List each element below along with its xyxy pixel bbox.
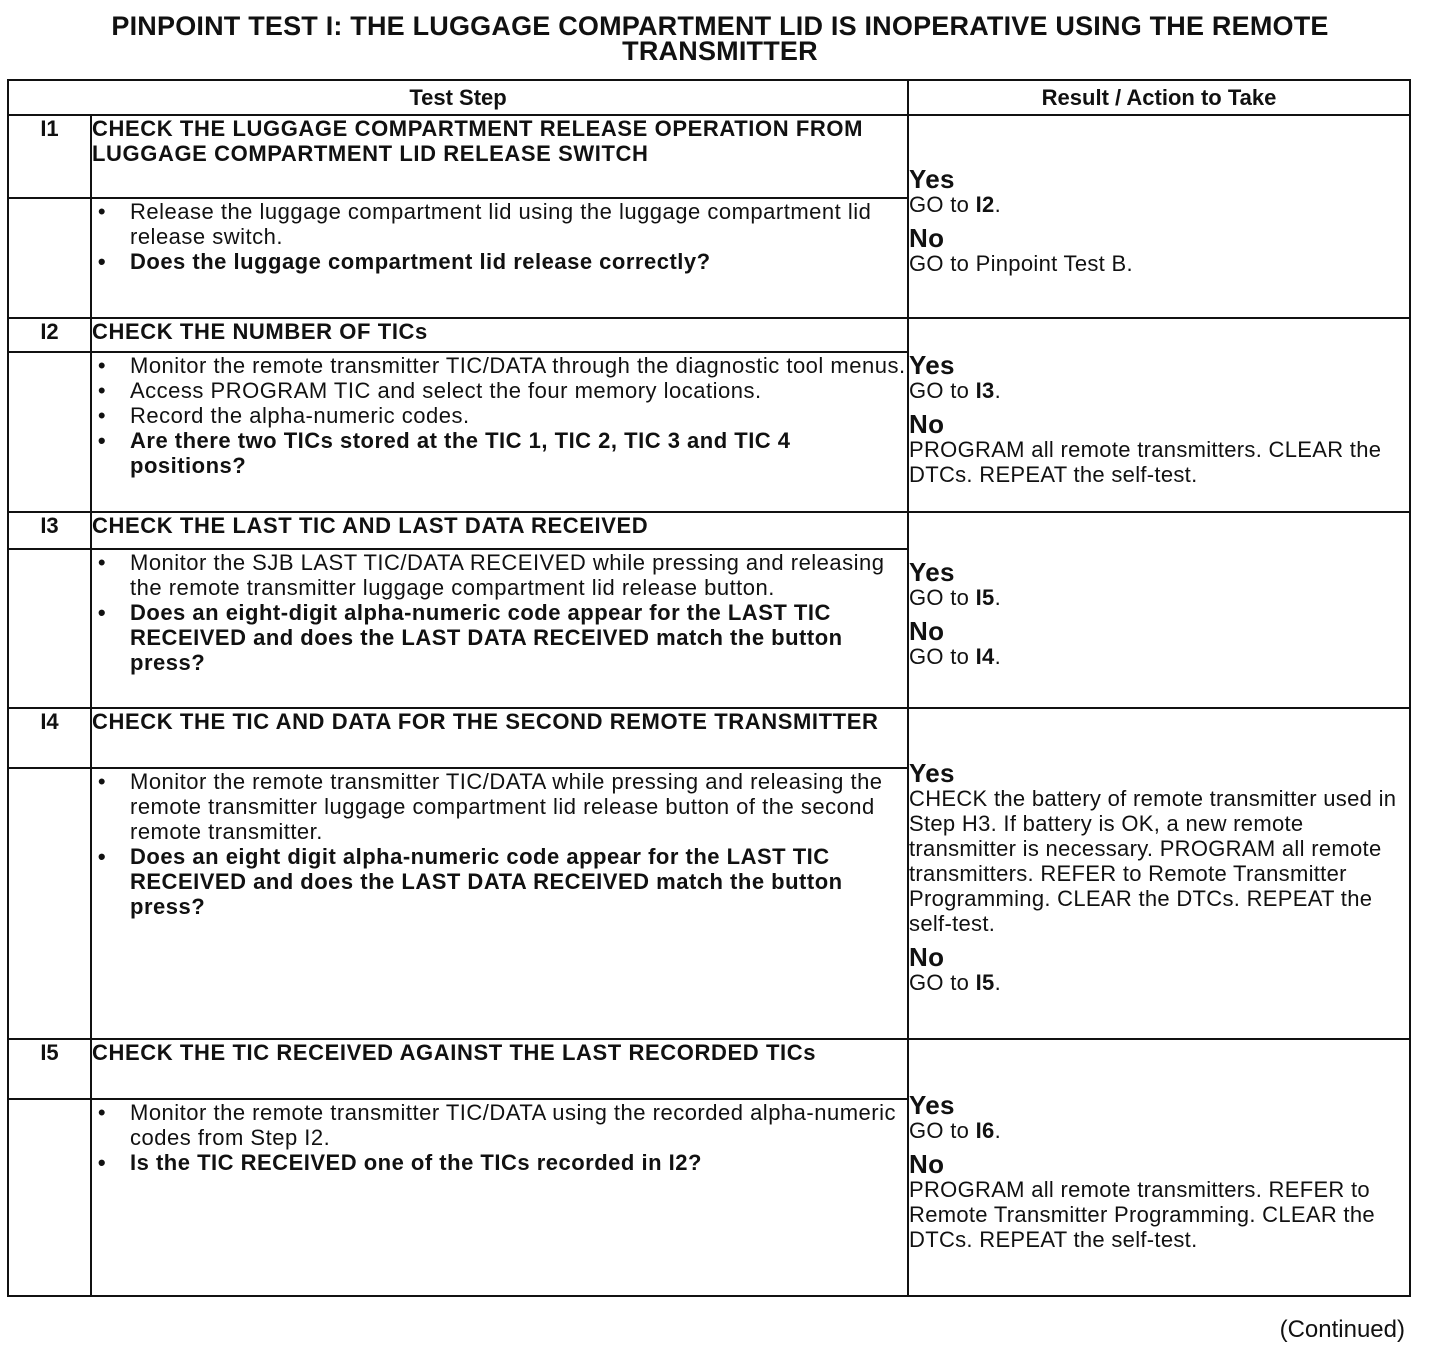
step-number-spacer [8, 352, 91, 512]
bullet-icon: • [97, 199, 107, 224]
no-action [909, 970, 1409, 995]
no-step-ref: I5 [975, 970, 995, 995]
step-heading-row [8, 1039, 1410, 1099]
step-number-spacer [8, 549, 91, 708]
no-action [909, 1177, 1409, 1252]
no-label: No [909, 222, 945, 253]
instruction-text: Monitor the remote transmitter TIC/DATA through the diagnostic tool menus. [130, 353, 906, 378]
yes-action [909, 1118, 1409, 1143]
step-number: I3 [8, 512, 91, 549]
instruction-text: Record the alpha-numeric codes. [130, 403, 470, 428]
step-heading: CHECK THE TIC AND DATA FOR THE SECOND REMOTE TRANSMITTER [91, 708, 908, 768]
step-instruction [92, 844, 907, 919]
step-instruction [92, 353, 907, 378]
yes-action-text: GO to [909, 1117, 976, 1143]
step-number: I1 [8, 115, 91, 198]
yes-action-text: CHECK the battery of remote transmitter used in Step H3. If battery is OK, a new remote transmitter is necessary. PROGRAM all remote transmitters. REFER to Remote Transmitter Programming. CLEAR the DTCs. REPEAT the self-test. [909, 786, 1397, 936]
step-heading: CHECK THE NUMBER OF TICs [91, 318, 908, 352]
step-instruction [92, 769, 907, 844]
yes-action [909, 192, 1409, 217]
no-action-end: . [994, 644, 1001, 669]
step-instructions [91, 768, 908, 1039]
step-instruction [92, 249, 907, 274]
step-instructions [91, 352, 908, 512]
bullet-icon: • [97, 428, 107, 453]
bullet-icon: • [97, 249, 107, 274]
step-instruction [92, 378, 907, 403]
yes-action-end: . [994, 191, 1001, 217]
yes-action-end: . [994, 1117, 1001, 1143]
page-title: PINPOINT TEST I: THE LUGGAGE COMPARTMENT LID IS INOPERATIVE USING THE REMOTE TRANSMITTER [111, 11, 1329, 66]
bullet-icon: • [97, 550, 107, 575]
step-instructions [91, 1099, 908, 1296]
yes-step-ref: I5 [975, 585, 995, 610]
bullet-icon: • [97, 1150, 107, 1175]
yes-step-ref: I6 [975, 1117, 995, 1143]
step-instruction [92, 1100, 907, 1150]
step-heading: CHECK THE TIC RECEIVED AGAINST THE LAST RECORDED TICs [91, 1039, 908, 1099]
yes-step-ref: I3 [975, 377, 995, 403]
step-heading-row [8, 708, 1410, 768]
instruction-text: Access PROGRAM TIC and select the four memory locations. [130, 378, 762, 403]
no-step-ref: I4 [975, 644, 995, 669]
step-instruction [92, 403, 907, 428]
yes-action-end: . [994, 377, 1001, 403]
yes-label: Yes [909, 163, 955, 194]
step-number-spacer [8, 198, 91, 318]
bullet-icon: • [97, 353, 107, 378]
no-action-text: GO to [909, 644, 976, 669]
no-action-text: GO to Pinpoint Test B. [909, 250, 1133, 276]
no-action [909, 437, 1409, 487]
no-label: No [909, 942, 945, 972]
step-number: I4 [8, 708, 91, 768]
step-heading: CHECK THE LUGGAGE COMPARTMENT RELEASE OPERATION FROM LUGGAGE COMPARTMENT LID RELEASE SWITCH [91, 115, 908, 198]
continued-label: (Continued) [1279, 1316, 1405, 1343]
yes-action-end: . [994, 585, 1001, 610]
yes-label: Yes [909, 1089, 955, 1120]
instruction-text: Are there two TICs stored at the TIC 1, TIC 2, TIC 3 and TIC 4 positions? [130, 428, 791, 478]
step-instruction [92, 1150, 907, 1175]
step-instruction [92, 199, 907, 249]
instruction-text: Does an eight digit alpha-numeric code appear for the LAST TIC RECEIVED and does the LAST DATA RECEIVED match the button press? [130, 844, 843, 919]
step-heading-row [8, 115, 1410, 198]
no-action [909, 251, 1409, 276]
instruction-text: Is the TIC RECEIVED one of the TICs recorded in I2? [130, 1150, 702, 1175]
yes-action-text: GO to [909, 585, 976, 610]
yes-action-text: GO to [909, 377, 976, 403]
yes-step-ref: I2 [975, 191, 995, 217]
step-heading-row [8, 512, 1410, 549]
step-instruction [92, 600, 907, 675]
no-action-end: . [994, 970, 1001, 995]
yes-label: Yes [909, 349, 955, 380]
step-number: I2 [8, 318, 91, 352]
yes-label: Yes [909, 758, 955, 788]
no-action [909, 644, 1409, 669]
no-action-text: PROGRAM all remote transmitters. CLEAR the DTCs. REPEAT the self-test. [909, 436, 1382, 487]
step-instructions [91, 198, 908, 318]
bullet-icon: • [97, 844, 107, 869]
pinpoint-table [7, 79, 1411, 1297]
bullet-icon: • [97, 1100, 107, 1125]
step-heading: CHECK THE LAST TIC AND LAST DATA RECEIVED [91, 512, 908, 549]
step-result [908, 708, 1410, 1039]
col-test-step: Test Step [8, 80, 908, 115]
bullet-icon: • [97, 769, 107, 794]
bullet-icon: • [97, 403, 107, 428]
step-result [908, 318, 1410, 512]
yes-action [909, 378, 1409, 403]
no-label: No [909, 1148, 945, 1179]
step-heading-row [8, 318, 1410, 352]
yes-action [909, 585, 1409, 610]
step-instructions [91, 549, 908, 708]
step-instruction [92, 428, 907, 478]
step-instruction [92, 550, 907, 600]
yes-label: Yes [909, 557, 955, 587]
step-result [908, 1039, 1410, 1296]
step-number: I5 [8, 1039, 91, 1099]
instruction-text: Does an eight-digit alpha-numeric code appear for the LAST TIC RECEIVED and does the LAST DATA RECEIVED match the button press? [130, 600, 843, 675]
yes-action-text: GO to [909, 191, 976, 217]
instruction-text: Monitor the SJB LAST TIC/DATA RECEIVED while pressing and releasing the remote transmitter luggage compartment lid release button. [130, 550, 885, 600]
instruction-text: Monitor the remote transmitter TIC/DATA while pressing and releasing the remote transmitter luggage compartment lid release button of the second remote transmitter. [130, 769, 883, 844]
no-action-text: PROGRAM all remote transmitters. REFER to Remote Transmitter Programming. CLEAR the DTCs. REPEAT the self-test. [909, 1176, 1375, 1252]
no-label: No [909, 408, 945, 439]
instruction-text: Release the luggage compartment lid using the luggage compartment lid release switch. [130, 199, 872, 249]
col-result-action: Result / Action to Take [908, 80, 1410, 115]
bullet-icon: • [97, 600, 107, 625]
no-label: No [909, 616, 945, 646]
step-number-spacer [8, 768, 91, 1039]
no-action-text: GO to [909, 970, 976, 995]
yes-action [909, 786, 1409, 936]
header-row [8, 80, 1410, 115]
instruction-text: Monitor the remote transmitter TIC/DATA using the recorded alpha-numeric codes from Step I2. [130, 1100, 896, 1150]
bullet-icon: • [97, 378, 107, 403]
step-result [908, 115, 1410, 318]
step-number-spacer [8, 1099, 91, 1296]
step-result [908, 512, 1410, 708]
instruction-text: Does the luggage compartment lid release correctly? [130, 249, 711, 274]
